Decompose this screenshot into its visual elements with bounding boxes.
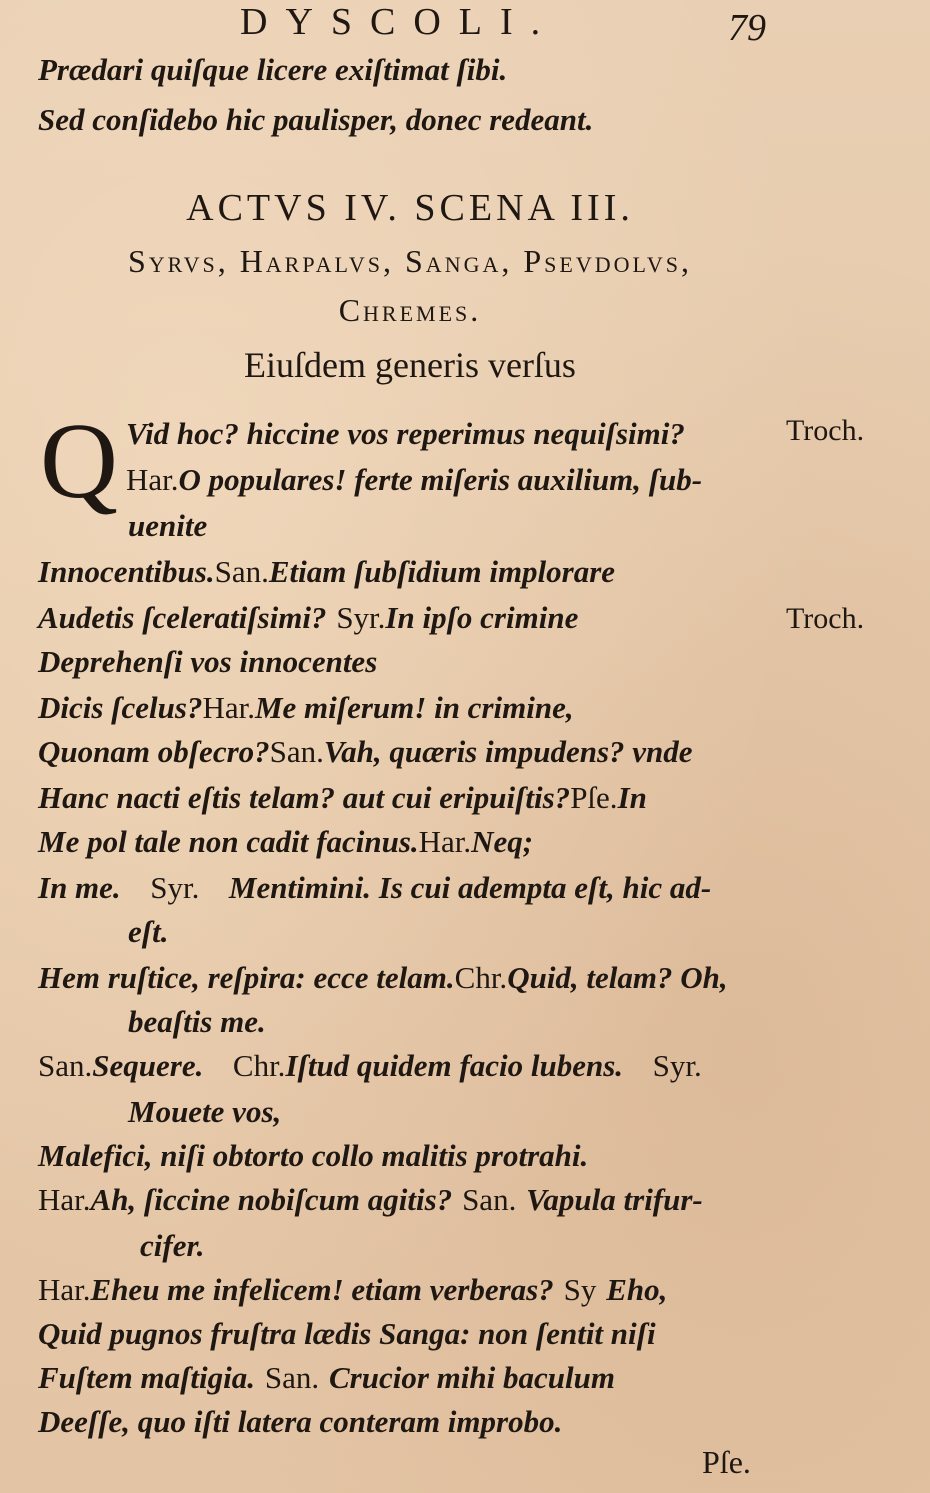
verse-line: Har.O populares! ferte miſeris auxilium, ſub-	[126, 462, 703, 497]
speaker: Pſe.	[570, 780, 618, 815]
verse-line: Quonam obſecro?San.Vah, quæris impudens? vnde	[38, 734, 693, 769]
verse-line: Deprehenſi vos innocentes	[38, 644, 378, 679]
verse-line: Vid hoc? hiccine vos reperimus nequiſsimi?	[126, 416, 685, 451]
verse-line: Deeſſe, quo iſti latera conteram improbo.	[38, 1404, 563, 1439]
speaker: San.	[462, 1182, 517, 1217]
speaker: Syr.	[336, 600, 386, 635]
verse-line: Dicis ſcelus?Har.Me miſerum! in crimine,	[38, 690, 574, 725]
margin-note: Troch.	[786, 414, 865, 447]
margin-note: Troch.	[786, 602, 865, 635]
verse-line: Hanc nacti eſtis telam? aut cui eripuiſtis?Pſe.In	[38, 780, 647, 815]
speaker: Har.	[418, 824, 472, 859]
speaker: Syr.	[652, 1048, 702, 1083]
verse-line: Quid pugnos fruſtra lædis Sanga: non ſentit niſi	[38, 1316, 656, 1351]
speaker: San.	[264, 1360, 320, 1395]
speaker: San.	[269, 734, 324, 769]
verse-line: Me pol tale non cadit facinus.Har.Neq;	[38, 824, 534, 859]
verse-line: Har.Ah, ſiccine nobiſcum agitis? San. Vapula trifur-	[38, 1182, 703, 1217]
verse-line: eſt.	[128, 914, 169, 949]
speaker: San.	[214, 554, 269, 589]
speaker: Har.	[126, 462, 179, 497]
verse-line: cifer.	[140, 1228, 205, 1263]
verse-line: Har.Eheu me infelicem! etiam verberas? Sy Eho,	[38, 1272, 668, 1307]
verse-line: Prædari quiſque licere exiſtimat ſibi.	[38, 52, 508, 87]
speaker: Har.	[202, 690, 255, 725]
verse-line: Malefici, niſi obtorto collo malitis protrahi.	[38, 1138, 589, 1173]
verse-line: Fuſtem maſtigia. San. Crucior mihi baculum	[38, 1360, 615, 1395]
verse-line: San.Sequere. Chr.Iſtud quidem facio lubens. Syr.	[38, 1048, 702, 1083]
speaker: Syr.	[150, 870, 200, 905]
catchword: Pſe.	[702, 1444, 751, 1480]
speaker: San.	[38, 1048, 93, 1083]
meter-note: Eiuſdem generis verſus	[244, 345, 576, 385]
verse-line: Mouete vos,	[128, 1094, 282, 1129]
verse-line: In me. Syr. Mentimini. Is cui adempta eſt, hic ad-	[38, 870, 712, 905]
page-number: 79	[728, 7, 766, 49]
speaker: Sy	[563, 1272, 597, 1307]
verse-line: Audetis ſceleratiſsimi? Syr.In ipſo crimine	[38, 600, 579, 635]
dramatis-personae-line-2: Chremes.	[338, 292, 482, 328]
running-head: DYSCOLI.	[240, 1, 559, 43]
verse-line: Innocentibus.San.Etiam ſubſidium implorare	[38, 554, 616, 589]
drop-capital: Q	[40, 402, 118, 521]
dramatis-personae-line-1: Syrvs, Harpalvs, Sanga, Psevdolvs,	[127, 243, 693, 279]
verse-line: uenite	[128, 508, 208, 543]
verse-line: beaſtis me.	[128, 1004, 266, 1039]
speaker: Har.	[38, 1272, 91, 1307]
act-scene-heading: ACTVS IV. SCENA III.	[186, 187, 634, 229]
speaker: Chr.	[454, 960, 508, 995]
speaker: Chr.	[232, 1048, 286, 1083]
verse-line: Hem ruſtice, reſpira: ecce telam.Chr.Quid, telam? Oh,	[38, 960, 728, 995]
verse-line: Sed conſidebo hic paulisper, donec redeant.	[38, 102, 594, 137]
speaker: Har.	[38, 1182, 91, 1217]
